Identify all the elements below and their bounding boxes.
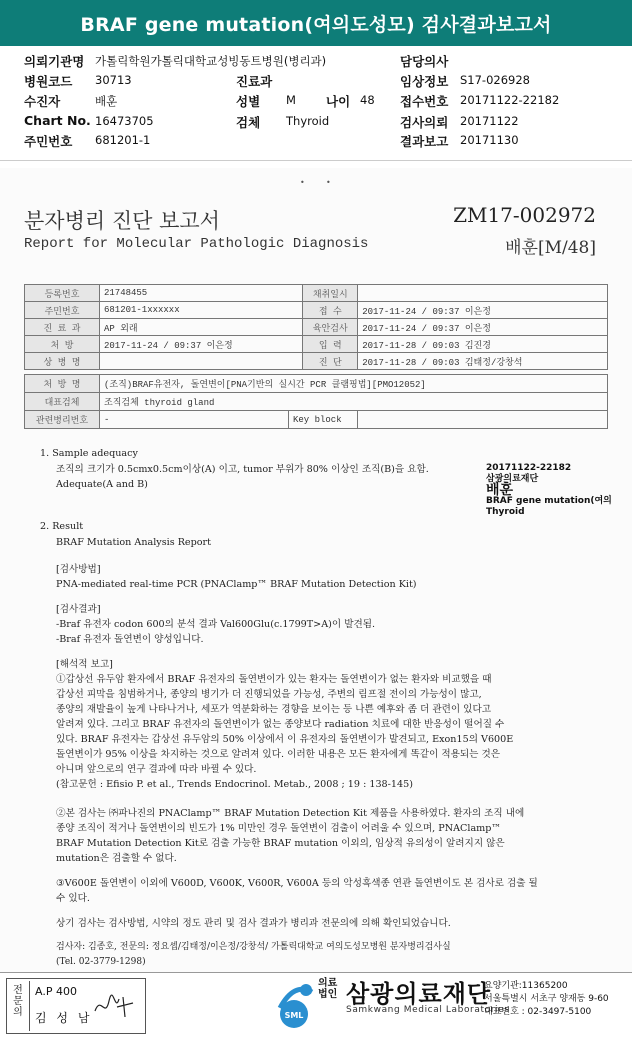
request-label: 검사의뢰 — [400, 115, 449, 130]
chart-value: 16473705 — [95, 114, 154, 128]
method-line: PNA-mediated real-time PCR (PNAClamp™ BRAF Mutation Detection Kit) — [56, 579, 417, 590]
box-name: 김 성 남 — [35, 1011, 93, 1025]
patient-label: 수진자 — [24, 94, 61, 109]
interpretation-line: 종양의 재발율이 높게 나타나거나, 세포가 역분화하는 경향을 보이는 등 나쁜 예후와 좀 더 관련이 있다고 — [56, 704, 491, 715]
sample-heading: 1. Sample adequacy — [40, 448, 138, 459]
cell: 2017-11-28 / 09:03 김진경 — [358, 336, 608, 353]
cell: 처 방 명 — [25, 375, 100, 393]
cell: 관련병리번호 — [25, 411, 100, 429]
patient-value: 배훈 — [95, 94, 118, 108]
cell: 2017-11-28 / 09:03 김태정/강창석 — [358, 353, 608, 370]
cell: 입 력 — [303, 336, 358, 353]
table-row — [25, 319, 608, 336]
cell: 2017-11-24 / 09:37 이은정 — [358, 319, 608, 336]
cell: 진 료 과 — [25, 319, 100, 336]
report-title-korean: 분자병리 진단 보고서 — [24, 209, 220, 233]
request-value: 20171122 — [460, 114, 519, 128]
receipt-label: 접수번호 — [400, 94, 449, 109]
sex-value: M — [286, 93, 296, 107]
cell: 진 단 — [303, 353, 358, 370]
table-row — [25, 375, 608, 393]
institution-value: 가톨릭학원가톨릭대학교성빙동트병원(병리과) — [95, 54, 327, 68]
table-row — [25, 411, 608, 429]
report-header-title: BRAF gene mutation(여의도성모) 검사결과보고서 — [0, 0, 632, 46]
box-vertical-label: 전문의 — [13, 985, 23, 1018]
addr-line-1: 요양기관:11365200 — [484, 981, 568, 991]
results-heading: [검사결과] — [56, 604, 101, 615]
note2-line: mutation은 검출할 수 없다. — [56, 853, 177, 864]
doctor-label: 담당의사 — [400, 54, 449, 69]
interpretation-line: ①갑상선 유두암 환자에서 BRAF 유전자의 돌연변이가 있는 환자는 돌연변이가 없는 환자와 비교했을 때 — [56, 674, 492, 685]
stamp-specimen: Thyroid — [486, 507, 525, 517]
signature-icon — [93, 989, 137, 1021]
cell: 상 병 명 — [25, 353, 100, 370]
table-row — [25, 302, 608, 319]
cell: 주민번호 — [25, 302, 100, 319]
cell: AP 외래 — [100, 319, 303, 336]
brand-small-2: 법인 — [318, 989, 338, 1000]
cell: 대표검체 — [25, 393, 100, 411]
cell: 육안검사 — [303, 319, 358, 336]
order-table — [24, 374, 608, 429]
table-row — [25, 353, 608, 370]
scan-dot: • — [326, 178, 331, 187]
note3-line: 수 있다. — [56, 893, 90, 904]
box-divider — [29, 981, 30, 1031]
sample-line-2: Adequate(A and B) — [56, 479, 148, 490]
cell: 681201-1xxxxxx — [100, 302, 303, 319]
header-divider — [0, 160, 632, 161]
interpretation-heading: [해석적 보고] — [56, 659, 113, 670]
table-row — [25, 393, 608, 411]
hospcode-value: 30713 — [95, 73, 132, 87]
report-title-english: Report for Molecular Pathologic Diagnosis — [24, 236, 369, 252]
note3-line: ③V600E 돌연변이 이외에 V600D, V600K, V600R, V600A 등의 악성흑색종 연관 돌연변이도 본 검사로 검출 될 — [56, 878, 538, 889]
specimen-label: 검체 — [236, 115, 261, 130]
note2-line: BRAF Mutation Detection Kit로 검출 가능한 BRAF mutation 이외의, 임상적 유의성이 알려지지 않은 — [56, 838, 505, 849]
age-value: 48 — [360, 93, 375, 107]
examiner-line: 검사자: 김종호, 전문의: 정요셉/김태정/이은정/강창석/ 가톨릭대학교 여의도성모병원 분자병리검사실 — [56, 942, 451, 952]
stamp-org: 삼광의료재단 — [486, 474, 539, 484]
box-code: A.P 400 — [35, 985, 77, 998]
interpretation-line: 돌연변이가 95% 이상을 차지하는 것으로 알려져 있다. 이러한 내용은 모든 환자에게 똑같이 적용되는 것은 — [56, 749, 500, 760]
specimen-value: Thyroid — [286, 114, 330, 128]
cell: 21748455 — [100, 285, 303, 302]
receipt-value: 20171122-22182 — [460, 93, 560, 107]
interpretation-line: 있다. BRAF 유전자는 갑상선 유두암의 50% 이상에서 이 유전자의 돌연변이가 발견되고, Exon15의 V600E — [56, 734, 514, 745]
cell: 2017-11-24 / 09:37 이은정 — [358, 302, 608, 319]
cell: 접 수 — [303, 302, 358, 319]
addr-line-2: 서울특별시 서초구 양재동 9-60 — [484, 994, 609, 1004]
stamp-patient: 배훈 — [486, 482, 514, 498]
cell: 채취일시 — [303, 285, 358, 302]
brand-english: Samkwang Medical Laboratories — [346, 1005, 510, 1015]
cell: Key block — [289, 411, 358, 429]
chart-label: Chart No. — [24, 113, 91, 128]
tel-line: (Tel. 02-3779-1298) — [56, 957, 146, 967]
stamp-test: BRAF gene mutation(여의 — [486, 496, 612, 506]
results-line-2: -Braf 유전자 돌연변이 양성입니다. — [56, 634, 204, 645]
id-value: 681201-1 — [95, 133, 151, 147]
cell — [358, 285, 608, 302]
table-row — [25, 285, 608, 302]
hospcode-label: 병원코드 — [24, 74, 73, 89]
brand-small-1: 의료 — [318, 978, 338, 989]
brand-legal — [318, 978, 337, 1000]
report-value: 20171130 — [460, 133, 519, 147]
cell: 조직검체 thyroid gland — [100, 393, 608, 411]
addr-line-3: 대표번호 : 02-3497-5100 — [484, 1007, 592, 1017]
report-label: 결과보고 — [400, 134, 449, 149]
clinical-value: S17-026928 — [460, 73, 530, 87]
result-heading: 2. Result — [40, 521, 84, 532]
results-line-1: -Braf 유전자 codon 600의 분석 결과 Val600Glu(c.1799T>A)이 발견됨. — [56, 619, 376, 630]
logo-text: SML — [284, 1011, 304, 1020]
patient-meta — [0, 50, 632, 160]
cell: 처 방 — [25, 336, 100, 353]
cell: - — [100, 411, 289, 429]
closing-statement: 상기 검사는 검사방법, 시약의 정도 관리 및 검사 결과가 병리과 전문의에 의해 확인되었습니다. — [56, 918, 451, 929]
reference-line: (참고문헌 : Efisio P. et al., Trends Endocrinol. Metab., 2008 ; 19 : 138-145) — [56, 779, 413, 790]
interpretation-line: 알려져 있다. 그리고 BRAF 유전자의 돌연변이가 없는 종양보다 radiation 치료에 대한 반응성이 떨어질 수 — [56, 719, 505, 730]
cell: (조직)BRAF유전자, 돌연변이[PNA기반의 실시간 PCR 클램핑법][PMO12052] — [100, 375, 608, 393]
age-label: 나이 — [326, 94, 351, 109]
clinical-label: 임상정보 — [400, 74, 449, 89]
pathologist-box — [6, 978, 146, 1034]
result-subtitle: BRAF Mutation Analysis Report — [56, 537, 211, 548]
scan-dot: • — [300, 178, 305, 187]
id-label: 주민번호 — [24, 134, 73, 149]
cell: 2017-11-24 / 09:37 이은정 — [100, 336, 303, 353]
cell: 등록번호 — [25, 285, 100, 302]
sample-line-1: 조직의 크기가 0.5cmx0.5cm이상(A) 이고, tumor 부위가 80% 이상인 조직(B)을 요함. — [56, 464, 429, 475]
sex-label: 성별 — [236, 94, 261, 109]
interpretation-line: 갑상선 피막을 침범하거나, 종양의 병기가 더 진행되었을 가능성, 주변의 림프절 전이의 가능성이 많고, — [56, 689, 482, 700]
registration-table — [24, 284, 608, 370]
table-row — [25, 336, 608, 353]
note2-line: 종양 조직이 적거나 돌연변이의 빈도가 1% 미만인 경우 돌연변이 검출이 어려울 수 있으며, PNAClamp™ — [56, 823, 502, 834]
stamp-receipt: 20171122-22182 — [486, 463, 572, 473]
cell — [100, 353, 303, 370]
institution-label: 의뢰기관명 — [24, 54, 85, 69]
brand-name: 삼광의료재단 — [346, 980, 492, 1008]
specimen-stamp — [486, 463, 612, 518]
sml-logo-icon — [270, 980, 318, 1030]
org-address — [484, 980, 609, 1019]
note2-line: ②본 검사는 ㈜파나진의 PNAClamp™ BRAF Mutation Detection Kit 제품을 사용하였다. 환자의 조직 내에 — [56, 808, 525, 819]
dept-label: 진료과 — [236, 74, 273, 89]
method-heading: [검사방법] — [56, 564, 101, 575]
patient-tag: 배훈[M/48] — [505, 238, 596, 258]
cell — [358, 411, 608, 429]
interpretation-line: 아니며 앞으로의 연구 결과에 따라 바뀔 수 있다. — [56, 764, 257, 775]
report-number: ZM17-002972 — [453, 203, 596, 227]
